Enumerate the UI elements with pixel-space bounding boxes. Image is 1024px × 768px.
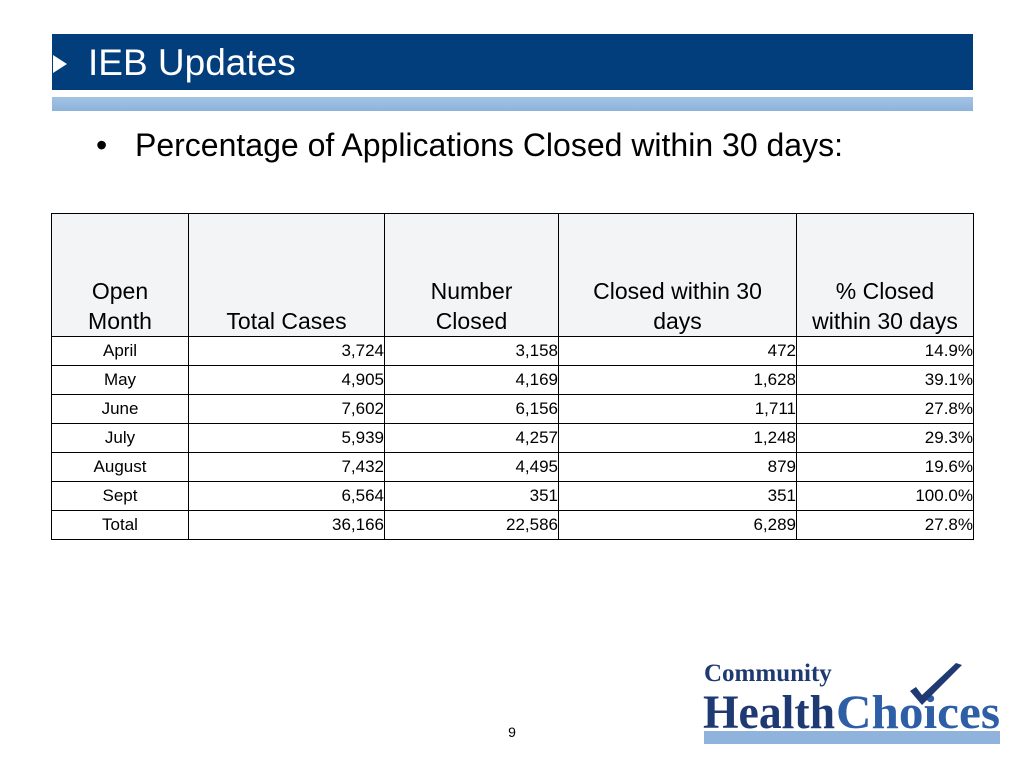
cell-closed30: 351 — [559, 482, 797, 511]
cell-month: Sept — [52, 482, 189, 511]
cell-closed: 6,156 — [385, 395, 559, 424]
cell-total: 36,166 — [189, 511, 385, 540]
cell-closed30: 1,711 — [559, 395, 797, 424]
cell-month: May — [52, 366, 189, 395]
slide-title-bar — [52, 34, 973, 90]
title-stripe — [52, 97, 973, 111]
cell-closed: 4,495 — [385, 453, 559, 482]
cell-total: 7,432 — [189, 453, 385, 482]
cell-total: 6,564 — [189, 482, 385, 511]
cell-closed30: 879 — [559, 453, 797, 482]
table-row — [52, 366, 974, 395]
page-number: 9 — [508, 724, 516, 740]
cell-closed: 22,586 — [385, 511, 559, 540]
logo-health-text: Health — [703, 686, 835, 739]
bullet-item — [96, 127, 843, 164]
cell-closed30: 472 — [559, 337, 797, 366]
table-row — [52, 395, 974, 424]
cell-closed30: 1,248 — [559, 424, 797, 453]
cell-pct: 100.0% — [797, 482, 974, 511]
header-number-closed: Number Closed — [385, 214, 559, 337]
slide-title: IEB Updates — [88, 42, 296, 83]
cell-pct: 39.1% — [797, 366, 974, 395]
header-total-cases: Total Cases — [189, 214, 385, 337]
cell-closed: 4,169 — [385, 366, 559, 395]
cell-closed: 351 — [385, 482, 559, 511]
header-pct-closed: % Closed within 30 days — [797, 214, 974, 337]
header-open-month: Open Month — [52, 214, 189, 337]
logo-choices-text: Choices — [836, 686, 1000, 739]
logo-community-text: Community — [704, 660, 832, 687]
cell-month: April — [52, 337, 189, 366]
cell-month: August — [52, 453, 189, 482]
cell-pct: 19.6% — [797, 453, 974, 482]
community-health-choices-logo — [700, 657, 1002, 745]
table-total-row — [52, 511, 974, 540]
bullet-text: Percentage of Applications Closed within 30 days: — [135, 127, 843, 163]
cell-total: 3,724 — [189, 337, 385, 366]
table-row — [52, 424, 974, 453]
bullet-symbol: • — [96, 127, 108, 163]
table-row — [52, 337, 974, 366]
cell-closed: 3,158 — [385, 337, 559, 366]
cell-pct: 29.3% — [797, 424, 974, 453]
cell-month: Total — [52, 511, 189, 540]
logo-graphic — [700, 657, 1002, 745]
cell-pct: 14.9% — [797, 337, 974, 366]
cell-closed30: 6,289 — [559, 511, 797, 540]
cell-pct: 27.8% — [797, 395, 974, 424]
cell-closed: 4,257 — [385, 424, 559, 453]
header-closed-within-30: Closed within 30 days — [559, 214, 797, 337]
applications-table — [51, 213, 974, 540]
table-header-row — [52, 214, 974, 337]
cell-month: June — [52, 395, 189, 424]
title-arrow-icon — [53, 55, 67, 73]
cell-total: 4,905 — [189, 366, 385, 395]
cell-closed30: 1,628 — [559, 366, 797, 395]
cell-total: 5,939 — [189, 424, 385, 453]
table-row — [52, 453, 974, 482]
table-row — [52, 482, 974, 511]
cell-pct: 27.8% — [797, 511, 974, 540]
cell-total: 7,602 — [189, 395, 385, 424]
cell-month: July — [52, 424, 189, 453]
